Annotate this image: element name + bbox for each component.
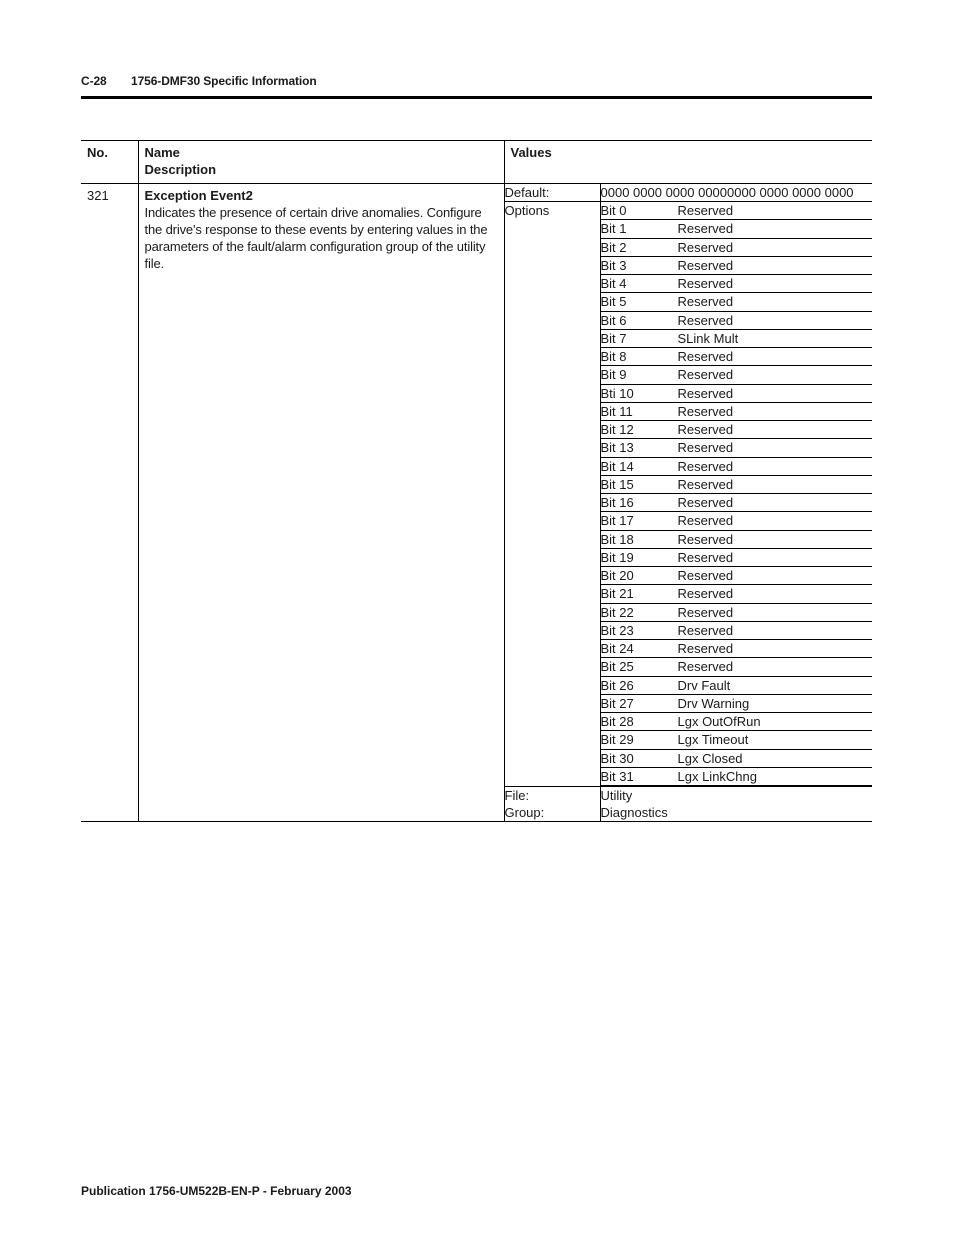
bit-name: Bit 9: [601, 366, 678, 384]
list-item: [601, 731, 873, 749]
bit-name: Bit 5: [601, 293, 678, 311]
bit-name: Bit 24: [601, 640, 678, 658]
values-table: [505, 184, 873, 821]
parameter-description: Indicates the presence of certain drive anomalies. Configure the drive's response to these events by entering values in the parameters of the fault/alarm configuration group of the utility file.: [144, 205, 488, 271]
bit-name: Bit 13: [601, 439, 678, 457]
bit-name: Bit 26: [601, 676, 678, 694]
parameter-number: 321: [87, 188, 109, 203]
group-label: Group:: [504, 805, 545, 820]
bit-name: Bit 11: [601, 402, 678, 420]
list-item: [601, 585, 873, 603]
bit-value: Reserved: [678, 402, 873, 420]
page-header: [81, 74, 872, 88]
bit-value: Reserved: [678, 293, 873, 311]
bit-value: Reserved: [678, 457, 873, 475]
bit-name: Bit 12: [601, 421, 678, 439]
list-item: [601, 457, 873, 475]
list-item: [601, 694, 873, 712]
file-group-values: [600, 787, 872, 822]
list-item: [601, 621, 873, 639]
list-item: [601, 421, 873, 439]
bit-value: Reserved: [678, 621, 873, 639]
bit-value: Reserved: [678, 530, 873, 548]
bit-value: Reserved: [678, 439, 873, 457]
parameter-name-cell: [138, 184, 504, 822]
bit-value: Reserved: [678, 238, 873, 256]
list-item: [601, 567, 873, 585]
list-item: [601, 640, 873, 658]
bit-value: Reserved: [678, 548, 873, 566]
file-group-row: [505, 787, 873, 822]
bit-name: Bit 17: [601, 512, 678, 530]
bit-name: Bit 1: [601, 220, 678, 238]
bit-value: Reserved: [678, 366, 873, 384]
bit-name: Bit 20: [601, 567, 678, 585]
bit-value: SLink Mult: [678, 329, 873, 347]
bit-name: Bit 31: [601, 767, 678, 785]
bit-value: Reserved: [678, 311, 873, 329]
column-header-name: [138, 141, 504, 184]
file-label: File:: [504, 788, 530, 803]
bit-value: Reserved: [678, 512, 873, 530]
bit-name: Bit 19: [601, 548, 678, 566]
bit-value: Reserved: [678, 475, 873, 493]
bit-value: Reserved: [678, 640, 873, 658]
header-rule: [81, 96, 872, 99]
bit-value: Reserved: [678, 256, 873, 274]
group-value: Diagnostics: [600, 805, 668, 820]
bit-name: Bit 14: [601, 457, 678, 475]
bit-name: Bit 22: [601, 603, 678, 621]
list-item: [601, 658, 873, 676]
parameter-table: [81, 140, 872, 822]
list-item: [601, 676, 873, 694]
bit-name: Bit 15: [601, 475, 678, 493]
page-number: C-28: [81, 74, 107, 88]
bit-name: Bit 3: [601, 256, 678, 274]
list-item: [601, 475, 873, 493]
list-item: [601, 293, 873, 311]
table-row: [81, 184, 872, 822]
bit-value: Reserved: [678, 658, 873, 676]
bit-name: Bit 7: [601, 329, 678, 347]
parameter-number-cell: [81, 184, 138, 822]
table-header-row: [81, 141, 872, 184]
bit-value: Reserved: [678, 603, 873, 621]
default-row: [505, 184, 873, 202]
list-item: [601, 256, 873, 274]
default-label: Default:: [505, 184, 601, 202]
bit-name: Bit 23: [601, 621, 678, 639]
column-header-name-label: Name: [144, 145, 180, 160]
bit-name: Bit 27: [601, 694, 678, 712]
bit-name: Bit 18: [601, 530, 678, 548]
section-title: 1756-DMF30 Specific Information: [131, 74, 317, 88]
bit-value: Reserved: [678, 202, 873, 220]
list-item: [601, 329, 873, 347]
list-item: [601, 238, 873, 256]
list-item: [601, 494, 873, 512]
parameter-values-cell: [504, 184, 872, 822]
bit-name: Bit 30: [601, 749, 678, 767]
bit-value: Lgx Timeout: [678, 731, 873, 749]
list-item: [601, 548, 873, 566]
list-item: [601, 402, 873, 420]
bit-value: Reserved: [678, 384, 873, 402]
file-group-labels: [505, 787, 601, 822]
list-item: [601, 275, 873, 293]
default-value: 0000 0000 0000 00000000 0000 0000 0000: [600, 184, 872, 202]
options-label: Options: [505, 202, 601, 787]
bit-value: Reserved: [678, 220, 873, 238]
bit-name: Bit 25: [601, 658, 678, 676]
list-item: [601, 439, 873, 457]
bit-name: Bit 16: [601, 494, 678, 512]
file-value: Utility: [600, 788, 633, 803]
list-item: [601, 202, 873, 220]
bit-name: Bit 21: [601, 585, 678, 603]
bit-name: Bti 10: [601, 384, 678, 402]
bit-value: Lgx LinkChng: [678, 767, 873, 785]
options-row: [505, 202, 873, 787]
bit-options-list: [601, 202, 873, 786]
page-footer: Publication 1756-UM522B-EN-P - February 2003: [81, 1184, 352, 1198]
list-item: [601, 512, 873, 530]
bit-name: Bit 6: [601, 311, 678, 329]
bit-value: Reserved: [678, 567, 873, 585]
bit-value: Drv Warning: [678, 694, 873, 712]
list-item: [601, 311, 873, 329]
list-item: [601, 767, 873, 785]
list-item: [601, 384, 873, 402]
column-header-values: Values: [504, 141, 872, 184]
list-item: [601, 530, 873, 548]
bit-value: Reserved: [678, 421, 873, 439]
column-header-no: No.: [81, 141, 138, 184]
bit-value: Reserved: [678, 585, 873, 603]
list-item: [601, 713, 873, 731]
list-item: [601, 348, 873, 366]
list-item: [601, 749, 873, 767]
options-list-cell: [600, 202, 872, 787]
bit-value: Reserved: [678, 348, 873, 366]
list-item: [601, 220, 873, 238]
bit-name: Bit 2: [601, 238, 678, 256]
bit-value: Lgx Closed: [678, 749, 873, 767]
bit-name: Bit 8: [601, 348, 678, 366]
column-header-description-label: Description: [144, 162, 217, 177]
list-item: [601, 603, 873, 621]
bit-value: Drv Fault: [678, 676, 873, 694]
bit-value: Lgx OutOfRun: [678, 713, 873, 731]
list-item: [601, 366, 873, 384]
bit-name: Bit 29: [601, 731, 678, 749]
bit-name: Bit 4: [601, 275, 678, 293]
parameter-name: Exception Event2: [144, 188, 253, 203]
bit-name: Bit 28: [601, 713, 678, 731]
bit-value: Reserved: [678, 494, 873, 512]
bit-value: Reserved: [678, 275, 873, 293]
bit-name: Bit 0: [601, 202, 678, 220]
